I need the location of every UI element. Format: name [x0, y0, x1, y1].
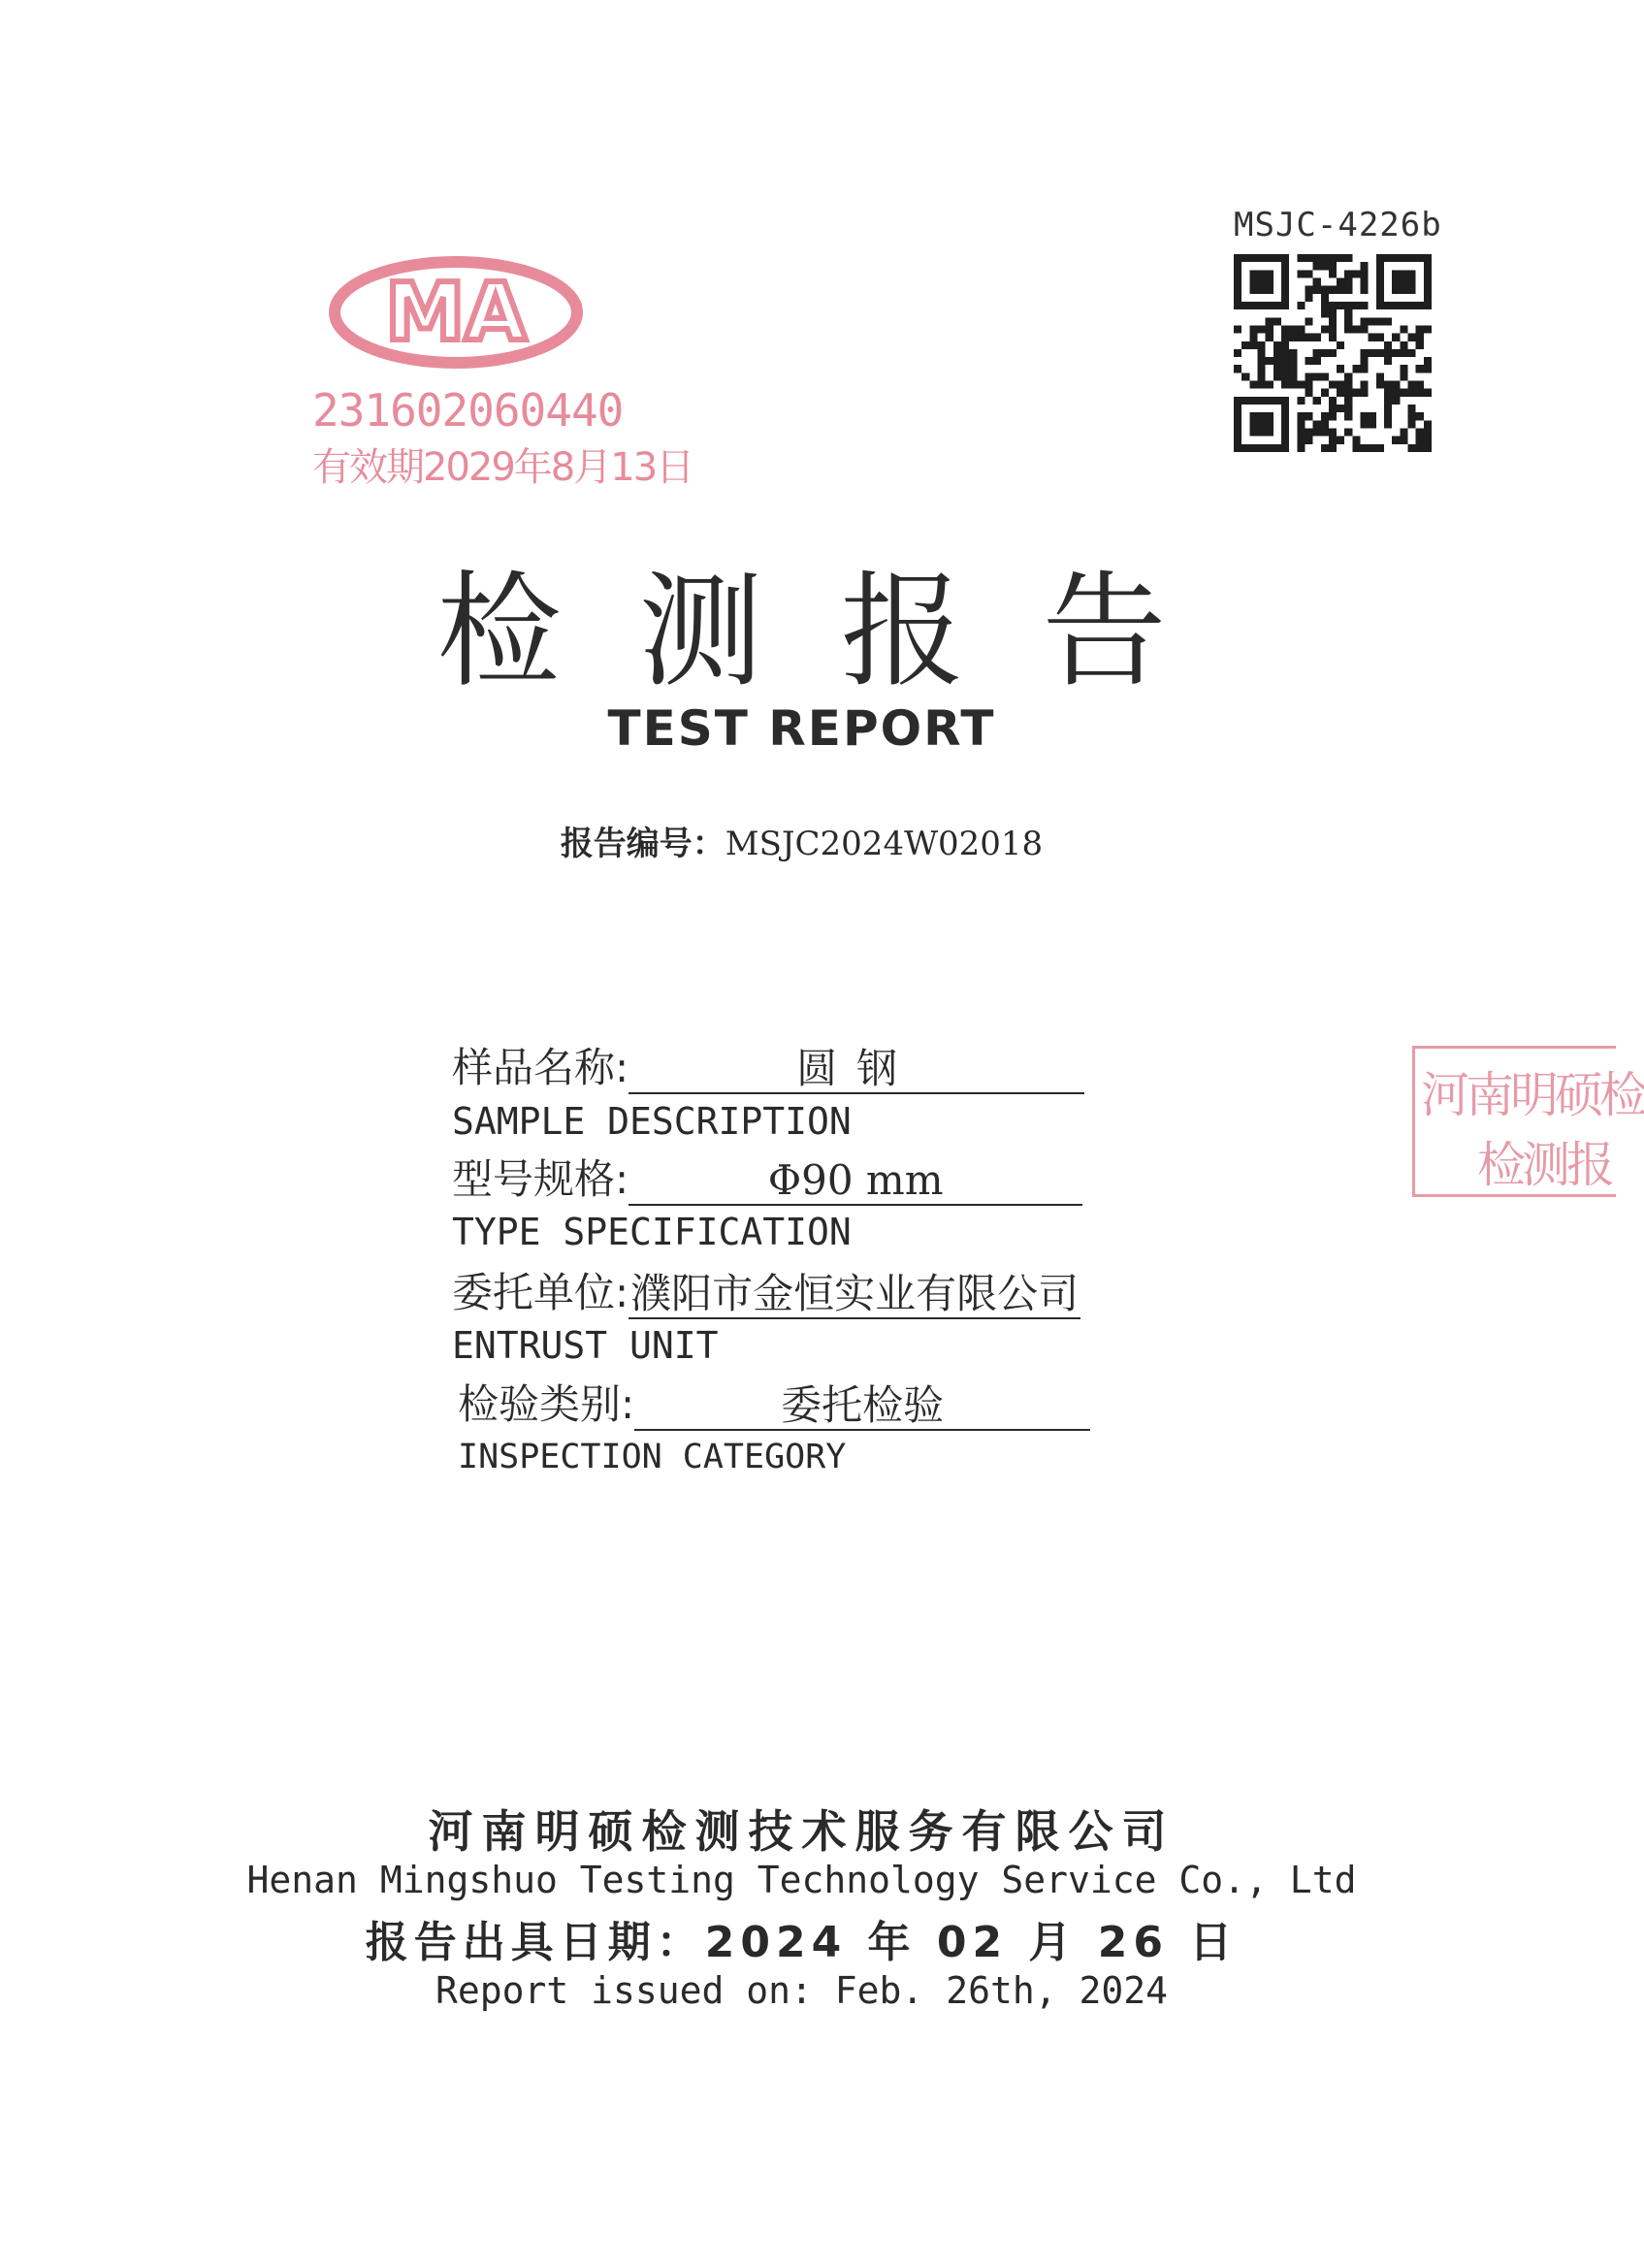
inspection-category-label-en: INSPECTION CATEGORY — [458, 1438, 847, 1476]
report-number — [0, 817, 1603, 864]
type-spec-value: Φ90 mm — [629, 1157, 1082, 1206]
type-specification-label-en: TYPE SPECIFICATION — [452, 1211, 852, 1253]
sample-name-label: 样品名称: — [452, 1044, 629, 1091]
type-spec-field — [452, 1148, 1082, 1206]
type-spec-label: 型号规格: — [452, 1155, 629, 1203]
entrust-unit-field — [452, 1261, 1080, 1319]
cma-logo-text: MA — [385, 267, 527, 359]
cma-number: 231602060440 — [312, 384, 624, 437]
qr-code — [1234, 254, 1432, 452]
report-number-value: MSJC2024W02018 — [725, 825, 1044, 863]
cma-validity: 有效期2029年8月13日 — [312, 445, 693, 490]
company-name-en: Henan Mingshuo Testing Technology Service Co., Ltd — [246, 1859, 1357, 1901]
inspection-category-value: 委托检验 — [634, 1382, 1090, 1431]
report-title-en: TEST REPORT — [607, 700, 996, 757]
company-stamp — [1412, 1046, 1644, 1197]
sample-name-field — [452, 1036, 1084, 1094]
entrust-unit-label: 委托单位: — [452, 1269, 629, 1316]
company-name-cn: 河南明硕检测技术服务有限公司 — [428, 1805, 1176, 1858]
company-stamp-line1: 河南明硕检 — [1421, 1067, 1644, 1123]
sample-description-label-en: SAMPLE DESCRIPTION — [452, 1100, 852, 1143]
issue-date-en: Report issued on: Feb. 26th, 2024 — [435, 1969, 1168, 2012]
report-number-label: 报告编号： — [560, 825, 725, 863]
entrust-unit-value: 濮阳市金恒实业有限公司 — [629, 1271, 1080, 1319]
inspection-category-field — [458, 1373, 1090, 1431]
company-stamp-line2: 检测报 — [1477, 1137, 1611, 1193]
document-code: MSJC-4226b — [1234, 206, 1442, 244]
inspection-category-label: 检验类别: — [458, 1380, 635, 1428]
sample-name-value: 圆钢 — [629, 1046, 1084, 1094]
issue-date-cn: 报告出具日期：2024 年 02 月 26 日 — [365, 1918, 1239, 1967]
entrust-unit-label-en: ENTRUST UNIT — [452, 1324, 719, 1367]
report-title-cn: 检测报告 — [436, 560, 1244, 704]
